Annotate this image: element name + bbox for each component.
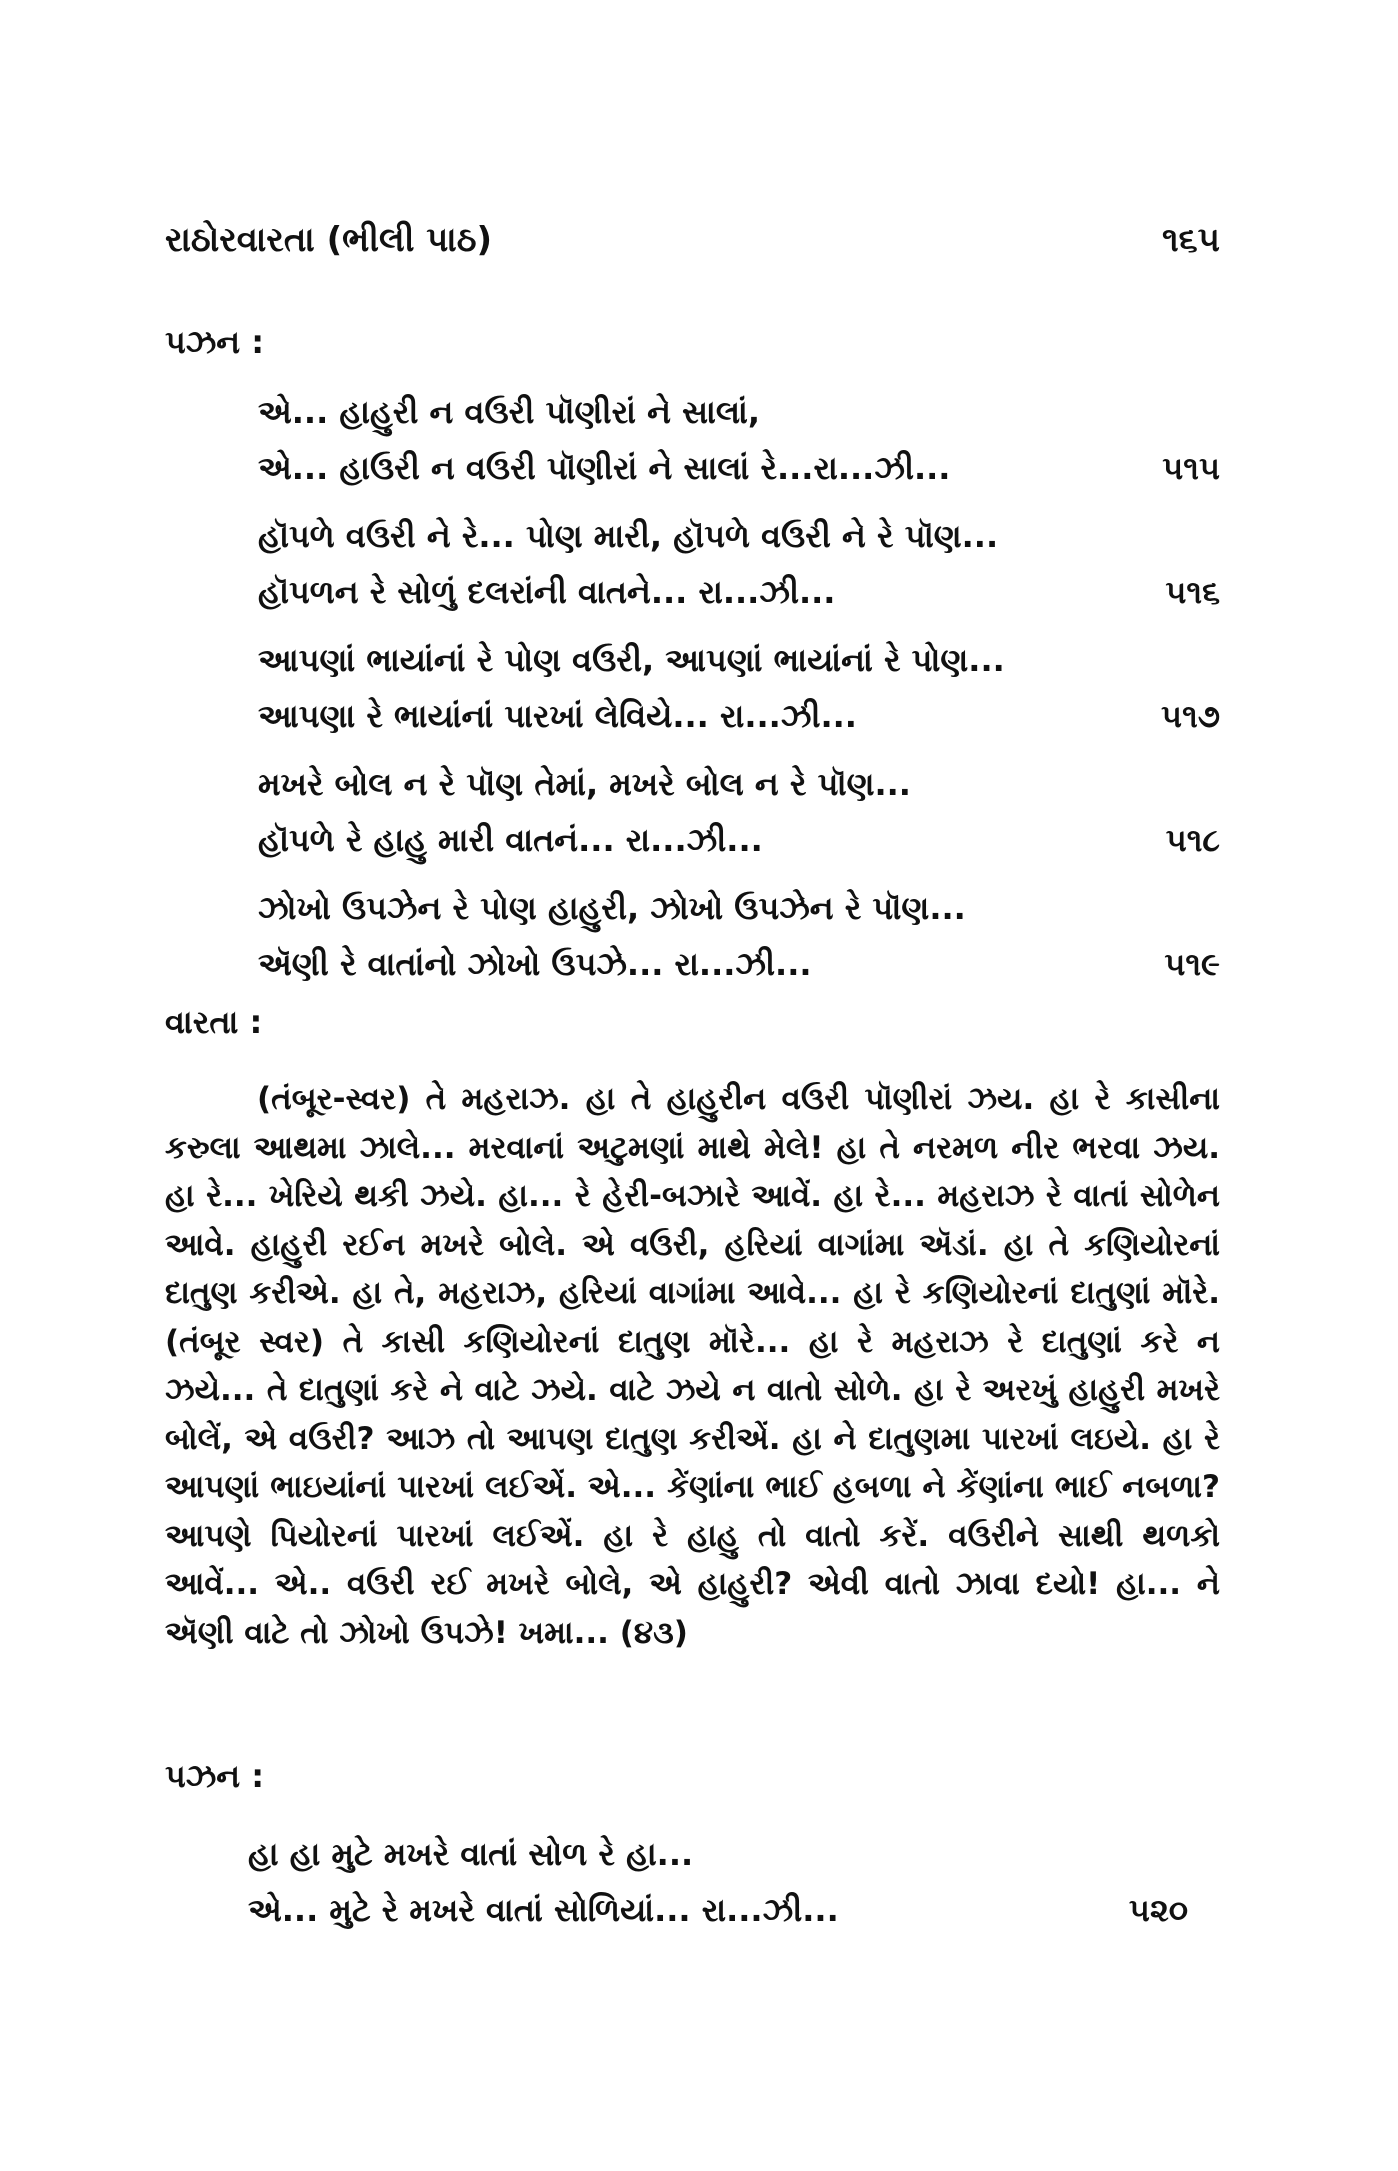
running-title: રાઠોરવારતા (ભીલી પાઠ) bbox=[165, 220, 493, 260]
verse-text: હૉપળે રે હાહુ મારી વાતનં... રા...ઝી... bbox=[258, 821, 763, 859]
verse-number: ૫૧૫ bbox=[1162, 449, 1220, 487]
verse-line bbox=[258, 632, 1220, 688]
verse-line bbox=[258, 508, 1220, 564]
verse-stanza bbox=[258, 880, 1220, 992]
verse-stanza bbox=[258, 384, 1220, 496]
verse-text: એ... મુટે રે મખરે વાતાં સોળિયાં... રા...ઝી... bbox=[248, 1891, 839, 1929]
verse-stanza bbox=[248, 1826, 1188, 1938]
story-paragraph: (તંબૂર-સ્વર) તે મહરાઝ. હા તે હાહુરીન વઉરી પૉણીરાં ઝય. હા રે કાસીના કરુલા આથમા ઝાલે... મરવાનાં અટુમણાં માથે મેલે! હા તે નરમળ નીર ભરવા ઝય. હા રે... ખેરિયે થકી ઝયે. હા... રે હેરી-બઝારે આવેં. હા રે... મહરાઝ રે વાતાં સોળેન આવે. હાહુરી રઈન મખરે બોલે. એ વઉરી, હરિયાં વાગાંમા ઍડાં. હા તે કણિયોરનાં દાતુણ કરીએ. હા તે, મહરાઝ, હરિયાં વાગાંમા આવે... હા રે કણિયોરનાં દાતુણાં મૉરે. (તંબૂર સ્વર) તે કાસી કણિયોરનાં દાતુણ મૉરે... હા રે મહરાઝ રે દાતુણાં કરે ન ઝયે... તે દાતુણાં કરે ને વાટે ઝયે. વાટે ઝયે ન વાતો સોળે. હા રે અરખું હાહુરી મખરે બોલેં, એ વઉરી? આઝ તો આપણ દાતુણ કરીએં. હા ને દાતુણમા પારખાં લઇયે. હા રે આપણાં ભાઇયાંનાં પારખાં લઈએં. એ... કેંણાંના ભાઈ હબળા ને કેંણાંના ભાઈ નબળા? આપણે પિયોરનાં પારખાં લઈએં. હા રે હાહુ તો વાતો કરેં. વઉરીને સાથી થળકો આવેં... એ.. વઉરી રઈ મખરે બોલે, એ હાહુરી? એવી વાતો ઝાવા દયો! હા... ને ઍણી વાટે તો ઝોખો ઉપઝે! ખમા... (૪૩) bbox=[165, 1081, 1220, 1651]
verse-line bbox=[258, 936, 1220, 992]
verse-text: મખરે બોલ ન રે પૉણ તેમાં, મખરે બોલ ન રે પૉણ... bbox=[258, 765, 911, 803]
verse-text: આપણાં ભાયાંનાં રે પોણ વઉરી, આપણાં ભાયાંનાં રે પોણ... bbox=[258, 641, 1005, 679]
section-heading: પઝન : bbox=[165, 323, 265, 361]
section-heading: પઝન : bbox=[165, 1757, 265, 1795]
verse-text: ઍણી રે વાતાંનો ઝોખો ઉપઝે... રા...ઝી... bbox=[258, 945, 812, 983]
verse-stanza bbox=[258, 756, 1220, 868]
verse-text: એ... હાઉરી ન વઉરી પૉણીરાં ને સાલાં રે...રા...ઝી... bbox=[258, 449, 951, 487]
page-number: ૧૬૫ bbox=[1161, 220, 1220, 260]
verse-number: ૫૨૦ bbox=[1128, 1891, 1188, 1929]
verse-text: હૉપળે વઉરી ને રે... પોણ મારી, હૉપળે વઉરી ને રે પૉણ... bbox=[258, 517, 999, 555]
verse-line bbox=[258, 756, 1220, 812]
verse-stanza bbox=[258, 508, 1220, 620]
verse-line bbox=[258, 440, 1220, 496]
verse-line bbox=[258, 384, 1220, 440]
verse-line bbox=[258, 880, 1220, 936]
verse-text: હૉપળન રે સોળું દલરાંની વાતને... રા...ઝી... bbox=[258, 573, 836, 611]
verse-text: આપણા રે ભાયાંનાં પારખાં લેવિયે... રા...ઝી... bbox=[258, 697, 857, 735]
verse-line bbox=[248, 1826, 1188, 1882]
verse-text: હા હા મુટે મખરે વાતાં સોળ રે હા... bbox=[248, 1835, 694, 1873]
section-heading: વારતા : bbox=[165, 1003, 263, 1041]
verse-text: એ... હાહુરી ન વઉરી પૉણીરાં ને સાલાં, bbox=[258, 393, 761, 431]
verse-number: ૫૧૮ bbox=[1165, 821, 1220, 859]
verse-text: ઝોખો ઉપઝેન રે પોણ હાહુરી, ઝોખો ઉપઝેન રે પૉણ... bbox=[258, 889, 966, 927]
verse-number: ૫૧૯ bbox=[1164, 945, 1220, 983]
verse-line bbox=[258, 688, 1220, 744]
verse-number: ૫૧૬ bbox=[1165, 573, 1220, 611]
running-header bbox=[165, 220, 1220, 260]
verse-number: ૫૧૭ bbox=[1161, 697, 1220, 735]
verse-line bbox=[258, 564, 1220, 620]
verse-line bbox=[248, 1882, 1188, 1938]
verse-line bbox=[258, 812, 1220, 868]
verse-stanza bbox=[258, 632, 1220, 744]
